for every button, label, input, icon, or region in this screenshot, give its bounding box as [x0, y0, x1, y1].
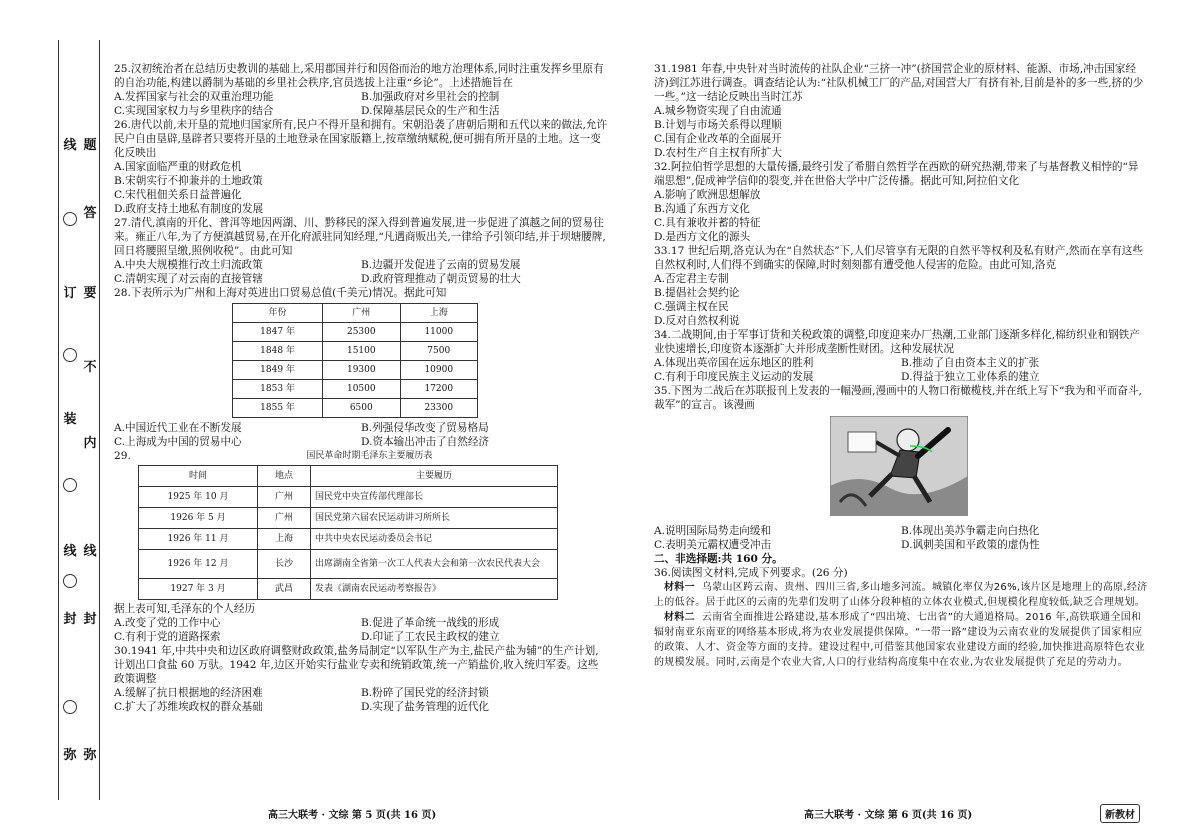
- trade-table: [232, 303, 478, 418]
- option: D.是西方文化的源头: [654, 231, 751, 243]
- option: B.提倡社会契约论: [654, 287, 740, 299]
- binding-char: 不: [83, 360, 97, 375]
- option: B.加强政府对乡里社会的控制: [361, 91, 500, 103]
- binding-strip: [0, 0, 100, 832]
- binding-char: 订: [63, 286, 77, 301]
- table-cell: 17200: [400, 380, 477, 399]
- table-cell: 出席湖南全省第一次工人代表大会和第一次农民代表大会: [311, 550, 558, 579]
- table-cell: 1925 年 10 月: [139, 487, 258, 508]
- option: D.讽刺美国和平政策的虚伪性: [901, 539, 1040, 551]
- table-caption: 国民革命时期毛泽东主要履历表: [306, 451, 433, 461]
- table-cell: 长沙: [258, 550, 311, 579]
- table-cell: 1848 年: [233, 342, 323, 361]
- option: D.实现了盐务管理的近代化: [361, 701, 490, 713]
- table-cell: 中共中央农民运动委员会书记: [311, 529, 558, 550]
- binding-char: 线: [63, 544, 77, 559]
- cartoon-image: [830, 416, 968, 516]
- option: A.改变了党的工作中心: [114, 617, 221, 629]
- option: B.计划与市场关系得以理顺: [654, 119, 782, 131]
- option: B.列强侵华改变了贸易格局: [361, 422, 489, 434]
- option: D.政府管理推动了朝贡贸易的壮大: [361, 273, 521, 285]
- table-cell: 发表《湖南农民运动考察报告》: [311, 579, 558, 600]
- table-row: [139, 508, 558, 529]
- binding-char: 弥: [63, 748, 77, 763]
- option: B.体现出美苏争霸走向白热化: [901, 525, 1040, 537]
- binding-circle: [63, 212, 77, 226]
- binding-char: 线: [83, 544, 97, 559]
- table-cell: 国民党第六届农民运动讲习所所长: [311, 508, 558, 529]
- option: D.资本输出冲击了自然经济: [361, 436, 490, 448]
- option: B.粉碎了国民党的经济封锁: [361, 687, 489, 699]
- option: A.国家面临严重的财政危机: [114, 161, 242, 173]
- option: D.农村生产自主权有所扩大: [654, 147, 783, 159]
- option: A.体现出英帝国在远东地区的胜利: [654, 357, 814, 369]
- table-row: [233, 342, 478, 361]
- table-cell: 1849 年: [233, 361, 323, 380]
- right-column: [654, 62, 1148, 670]
- binding-circle: [63, 574, 77, 588]
- table-header: 主要履历: [311, 466, 558, 487]
- table-cell: 15100: [323, 342, 400, 361]
- option: A.说明国际局势走向缓和: [654, 525, 771, 537]
- option: C.具有兼收并蓄的特征: [654, 217, 761, 229]
- table-cell: 1926 年 5 月: [139, 508, 258, 529]
- material-text: 乌蒙山区跨云南、贵州、四川三省,多山地多河流。城镇化率仅为26%,该片区是地理上的高原,经济上的低谷。居于此区的云南的先辈们发明了山体分段种植的立体农业模式,但规模化程度较低,缺乏合理规划。: [654, 582, 1148, 608]
- material-label: 材料一: [664, 582, 695, 593]
- binding-char: 内: [83, 436, 97, 451]
- option: C.表明美元霸权遭受冲击: [654, 539, 772, 551]
- option: C.有利于党的道路探索: [114, 631, 221, 643]
- question-stem: 27.清代,滇南的开化、普洱等地因两湖、川、黔移民的深入得到普遍发展,进一步促进了滇越之间的贸易往来。雍正八年,为了方便滇越贸易,在开化府派驻同知经理,“凡遇商贩出关,一律给予引领印结,并于坝塘腰牌,回日将腰照呈缴,照例收税”。由此可知: [114, 217, 606, 257]
- option: D.政府支持土地私有制度的发展: [114, 203, 264, 215]
- page-footer-left: 高三大联考 · 文综 第 5 页(共 16 页): [268, 810, 437, 821]
- option: D.反对自然权利说: [654, 315, 740, 327]
- question-stem: 28.下表所示为广州和上海对英进出口贸易总值(千美元)情况。据此可知: [114, 287, 447, 299]
- resume-table: [138, 465, 558, 600]
- binding-line-outer: [99, 40, 100, 800]
- option: D.得益于独立工业体系的建立: [901, 371, 1040, 383]
- binding-line-inner: [58, 40, 59, 800]
- question-stem: 32.阿拉伯哲学思想的大量传播,最终引发了希腊自然哲学在西欧的研究热潮,带来了与基督教义相悖的“异端思想”,促成神学信仰的裂变,并在世俗大学中广泛传播。据此可知,阿拉伯文化: [654, 161, 1139, 187]
- question-stem: 31.1981 年春,中央针对当时流传的社队企业“三挤一冲”(挤国营企业的原材料、能源、市场,冲击国家经济)到江苏进行调查。调查结论认为:“社队机械工厂的产品,对国营大厂有挤有补,目前是补的多一些,挤的少一些。”这一结论反映出当时江苏: [654, 63, 1144, 103]
- question-stem: 33.17 世纪后期,洛克认为在“自然状态”下,人们尽管享有无限的自然平等权利及私有财产,然而在享有这些自然权利时,人们得不到确实的保障,时时刻刻都有遭受他人侵害的危险。由此可知,洛克: [654, 245, 1143, 271]
- binding-char: 封: [63, 612, 77, 627]
- option: C.有利于印度民族主义运动的发展: [654, 371, 814, 383]
- cartoon-head: [897, 429, 919, 451]
- table-cell: 1847 年: [233, 323, 323, 342]
- option: C.国有企业改革的全面展开: [654, 133, 782, 145]
- option: B.宋朝实行不抑兼并的土地政策: [114, 175, 263, 187]
- question-stem: 25.汉初统治者在总结历史教训的基础上,采用郡国并行和因俗而治的地方治理体系,同时注重发挥乡里原有的自治功能,构建以爵制为基础的乡里社会秩序,官员选拔上注重“乡论”。上述措施旨在: [114, 63, 604, 89]
- table-cell: 1855 年: [233, 399, 323, 418]
- table-header: 时间: [139, 466, 258, 487]
- table-row: [139, 550, 558, 579]
- table-row: [233, 323, 478, 342]
- question-stem: 30.1941 年,中共中央和边区政府调整财政政策,盐务局制定“以军队生产为主,盐民产盐为辅”的生产计划,计划出口食盐 60 万驮。1942 年,边区开始实行盐业专卖和统销政策,统一产销盐价,收入统归军委。这些政策调整: [114, 645, 599, 685]
- option: D.保障基层民众的生产和生活: [361, 105, 500, 117]
- table-cell: 23300: [400, 399, 477, 418]
- table-cell: 国民党中央宣传部代理部长: [311, 487, 558, 508]
- table-header: 广州: [323, 304, 400, 323]
- binding-char: 答: [83, 206, 97, 221]
- option: D.印证了工农民主政权的建立: [361, 631, 500, 643]
- table-cell: 19300: [323, 361, 400, 380]
- option: C.实现国家权力与乡里秩序的结合: [114, 105, 274, 117]
- table-cell: 6500: [323, 399, 400, 418]
- page-footer-right: 高三大联考 · 文综 第 6 页(共 16 页): [804, 810, 973, 821]
- question-number: 29.: [114, 450, 131, 462]
- option: C.强调主权在民: [654, 301, 729, 313]
- binding-char: 线: [63, 138, 77, 153]
- table-cell: 武昌: [258, 579, 311, 600]
- table-cell: 1853 年: [233, 380, 323, 399]
- cartoon-paper: [848, 432, 876, 452]
- question-stem: 26.唐代以前,未开垦的荒地归国家所有,民户不得开垦和拥有。宋朝沿袭了唐朝后期和五代以来的做法,允许民户自由垦辟,垦辟者只要将开垦的土地登录在国家版籍上,按章缴纳赋税,便可拥有所开垦的土地。这一变化反映出: [114, 119, 608, 159]
- option: A.缓解了抗日根据地的经济困难: [114, 687, 263, 699]
- material-text: 云南省全面推进公路建设,基本形成了“四出境、七出省”的大通道格局。2016 年,高铁联通全国和辐射南亚东南亚的网络基本形成,将为农业发展提供保障。“一带一路”建设为云南农业的发展提供了国家相应的政策、人才、资金等方面的支持。建设过程中,可借鉴其他国家农业建设方面的经验,加快推进高原特色农业的规模发展。同时,云南是个农业大省,人口的行业结构高度集中在农业,为农业发展提供了充足的劳动力。: [654, 612, 1146, 668]
- option: B.推动了自由资本主义的扩张: [901, 357, 1040, 369]
- question-stem: 35.下图为二战后在苏联报刊上发表的一幅漫画,漫画中的人物口衔橄榄枝,并在纸上写下“我为和平而奋斗,裁军”的宣言。该漫画: [654, 385, 1142, 411]
- table-cell: 1927 年 3 月: [139, 579, 258, 600]
- option: C.宋代租佃关系日益普遍化: [114, 189, 242, 201]
- option: B.边疆开发促进了云南的贸易发展: [361, 259, 521, 271]
- table-row: [233, 399, 478, 418]
- table-row: [233, 361, 478, 380]
- option: C.清朝实现了对云南的直接管辖: [114, 273, 263, 285]
- material-label: 材料二: [664, 612, 695, 623]
- binding-circle: [63, 348, 77, 362]
- table-cell: 11000: [400, 323, 477, 342]
- table-cell: 7500: [400, 342, 477, 361]
- option: A.影响了欧洲思想解放: [654, 189, 761, 201]
- section-heading: 二、非选择题:共 160 分。: [654, 553, 783, 565]
- binding-char: 弥: [83, 748, 97, 763]
- binding-char: 封: [83, 612, 97, 627]
- table-cell: 广州: [258, 508, 311, 529]
- binding-circle: [63, 700, 77, 714]
- table-row: [139, 487, 558, 508]
- table-header: 地点: [258, 466, 311, 487]
- table-row: [139, 529, 558, 550]
- question-stem: 36.阅读图文材料,完成下列要求。(26 分): [654, 567, 848, 579]
- option: A.中国近代工业在不断发展: [114, 422, 242, 434]
- option: A.发挥国家与社会的双重治理功能: [114, 91, 274, 103]
- option: C.上海成为中国的贸易中心: [114, 436, 242, 448]
- table-row: [233, 380, 478, 399]
- table-cell: 广州: [258, 487, 311, 508]
- binding-char: 题: [83, 138, 97, 153]
- binding-circle: [63, 478, 77, 492]
- table-header: 年份: [233, 304, 323, 323]
- table-cell: 上海: [258, 529, 311, 550]
- binding-char: 要: [83, 286, 97, 301]
- table-cell: 1926 年 12 月: [139, 550, 258, 579]
- option: B.促进了革命统一战线的形成: [361, 617, 500, 629]
- option: C.扩大了苏维埃政权的群众基础: [114, 701, 263, 713]
- table-header: 上海: [400, 304, 477, 323]
- edition-badge: 新教材: [1100, 804, 1140, 823]
- option: A.中央大规模推行改土归流政策: [114, 259, 263, 271]
- question-stem: 34.二战期间,由于军事订货和关税政策的调整,印度迎来办厂热潮,工业部门逐渐多样化,棉纺织业和钢铁产业快速增长,印度资本逐渐扩大并形成垄断性财团。这种发展状况: [654, 329, 1140, 355]
- table-cell: 25300: [323, 323, 400, 342]
- question-stem: 据上表可知,毛泽东的个人经历: [114, 603, 256, 615]
- option: A.城乡物资实现了自由流通: [654, 105, 782, 117]
- option: A.否定君主专制: [654, 273, 729, 285]
- option: B.沟通了东西方文化: [654, 203, 750, 215]
- table-cell: 10900: [400, 361, 477, 380]
- left-column: [114, 62, 608, 714]
- binding-char: 装: [63, 412, 77, 427]
- table-cell: 10500: [323, 380, 400, 399]
- table-cell: 1926 年 11 月: [139, 529, 258, 550]
- table-row: [139, 579, 558, 600]
